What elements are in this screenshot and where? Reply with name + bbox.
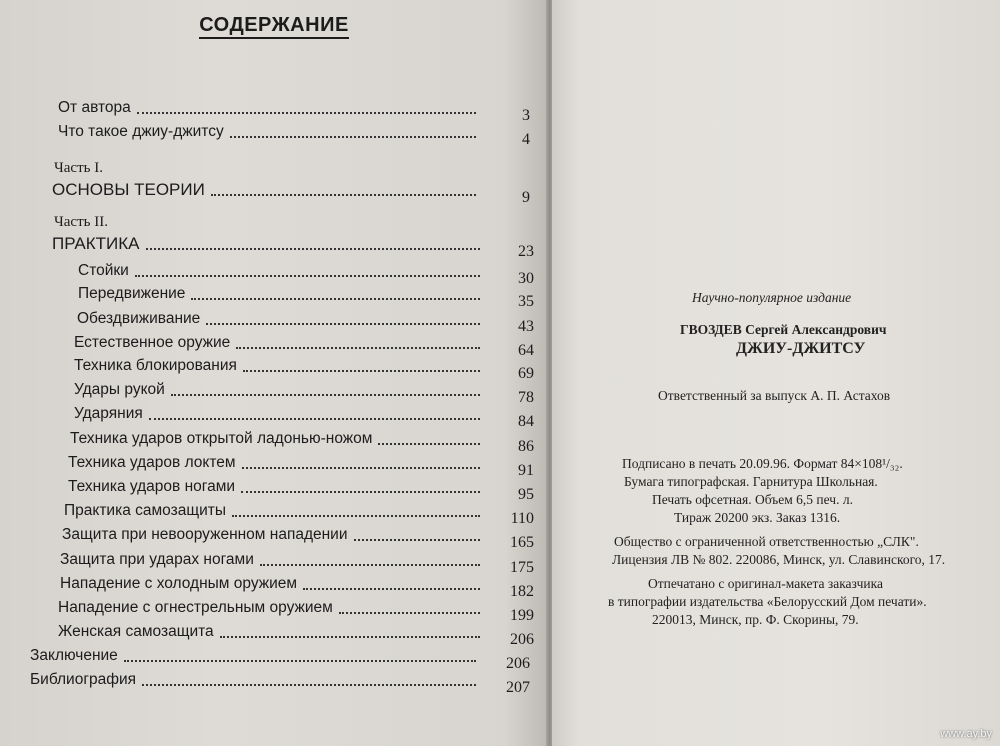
toc-entry-label: Удары рукой (74, 381, 165, 398)
part-label: Часть II. (54, 214, 108, 230)
toc-leader-dots (236, 345, 480, 349)
toc-entry-page: 78 (518, 389, 534, 406)
toc-leader-dots (232, 513, 480, 517)
toc-entry-label: Техника ударов ногами (68, 478, 236, 495)
toc-entry-page: 9 (522, 189, 530, 206)
toc-leader-dots (242, 465, 480, 469)
toc-entry-page: 199 (510, 607, 534, 624)
toc-entry-page: 23 (518, 243, 534, 260)
toc-entry-page: 206 (506, 655, 530, 672)
toc-leader-dots (220, 634, 480, 638)
toc-entry-label: Нападение с холодным оружием (60, 575, 298, 592)
toc-entry (62, 521, 534, 551)
toc-entry-page: 110 (510, 510, 534, 527)
toc-entry-label: Передвижение (78, 285, 186, 302)
toc-entry (74, 400, 534, 430)
toc-entry (58, 594, 534, 624)
toc-leader-dots (149, 416, 480, 420)
toc-leader-dots (339, 610, 480, 614)
toc-entry (74, 329, 534, 359)
toc-entry-label: Техника ударов открытой ладонью-ножом (70, 430, 373, 447)
toc-leader-dots (230, 134, 476, 138)
toc-entry-label: От автора (58, 99, 131, 116)
toc-entry (68, 449, 534, 479)
toc-leader-dots (191, 296, 480, 300)
toc-entry-label: Защита при ударах ногами (60, 551, 254, 568)
part-label: Часть I. (54, 160, 103, 176)
toc-entry-label: Защита при невооруженном нападении (62, 526, 348, 543)
toc-entry-label: Практика самозащиты (64, 502, 226, 519)
toc-leader-dots (137, 110, 476, 114)
toc-leader-dots (303, 586, 480, 590)
toc-leader-dots (171, 392, 480, 396)
printer-line: в типографии издательства «Белорусский Дом печати». (608, 594, 927, 609)
toc-entry-page: 91 (518, 462, 534, 479)
toc-entry (78, 280, 534, 310)
toc-entry-page: 3 (522, 107, 530, 124)
print-line: Подписано в печать 20.09.96. Формат 84×108¹/₃₂. (622, 456, 903, 471)
printer-line: 220013, Минск, пр. Ф. Скорины, 79. (652, 612, 859, 627)
printer-line: Отпечатано с оригинал-макета заказчика (648, 576, 883, 591)
toc-entry-page: 165 (510, 534, 534, 551)
print-line: Печать офсетная. Объем 6,5 печ. л. (652, 492, 853, 507)
toc-leader-dots (243, 368, 480, 372)
imprint-page (552, 0, 1000, 746)
toc-leader-dots (260, 562, 480, 566)
toc-entry (70, 425, 534, 455)
toc-entry (58, 618, 534, 648)
toc-entry-label: ОСНОВЫ ТЕОРИИ (52, 180, 205, 199)
toc-entry (64, 497, 534, 527)
toc-entry (52, 176, 530, 206)
book-title: ДЖИУ-ДЖИТСУ (736, 340, 866, 357)
edition-type: Научно-популярное издание (692, 290, 852, 305)
toc-entry-label: Заключение (30, 647, 118, 664)
toc-entry (68, 473, 534, 503)
toc-leader-dots (211, 192, 476, 196)
toc-entry-label: Женская самозащита (58, 623, 214, 640)
publisher-line: Общество с ограниченной ответственностью „СЛК". (614, 534, 919, 549)
toc-entry (52, 230, 534, 260)
toc-leader-dots (354, 537, 480, 541)
toc-entry (58, 118, 530, 148)
toc-entry-page: 35 (518, 293, 534, 310)
toc-leader-dots (206, 321, 480, 325)
toc-entry (77, 305, 534, 335)
toc-entry-page: 86 (518, 438, 534, 455)
toc-entry-page: 84 (518, 413, 534, 430)
toc-leader-dots (378, 441, 480, 445)
toc-entry-label: Стойки (78, 262, 129, 279)
toc-entry (60, 570, 534, 600)
toc-entry-page: 207 (506, 679, 530, 696)
toc-entry-label: Техника ударов локтем (68, 454, 236, 471)
toc-entry (30, 666, 530, 696)
toc-entry (58, 94, 530, 124)
toc-entry-page: 30 (518, 270, 534, 287)
toc-entry-page: 43 (518, 318, 534, 335)
toc-entry-label: ПРАКТИКА (52, 234, 140, 253)
toc-entry-page: 95 (518, 486, 534, 503)
toc-entry (74, 376, 534, 406)
toc-entry (78, 257, 534, 287)
toc-entry-label: Что такое джиу-джитсу (58, 123, 224, 140)
toc-entry-page: 4 (522, 131, 530, 148)
toc-entry-page: 64 (518, 342, 534, 359)
toc-entry (74, 352, 534, 382)
toc-entry-label: Ударяния (74, 405, 143, 422)
toc-entry-label: Естественное оружие (74, 334, 231, 351)
toc-entry (60, 546, 534, 576)
toc-leader-dots (241, 489, 480, 493)
toc-entry-label: Обездвиживание (77, 310, 201, 327)
toc-title: СОДЕРЖАНИЕ (0, 14, 548, 37)
watermark: www.ay.by (940, 728, 992, 740)
toc-entry-page: 182 (510, 583, 534, 600)
print-line: Бумага типографская. Гарнитура Школьная. (624, 474, 878, 489)
toc-leader-dots (135, 273, 480, 277)
toc-entry (30, 642, 530, 672)
author-name: ГВОЗДЕВ Сергей Александрович (680, 322, 887, 337)
toc-entry-label: Библиография (30, 671, 137, 688)
print-line: Тираж 20200 экз. Заказ 1316. (674, 510, 841, 525)
toc-entry-label: Нападение с огнестрельным оружием (58, 599, 333, 616)
toc-entry-page: 69 (518, 365, 534, 382)
toc-leader-dots (142, 682, 476, 686)
toc-leader-dots (124, 658, 476, 662)
toc-leader-dots (146, 246, 480, 250)
responsible-editor: Ответственный за выпуск А. П. Астахов (658, 388, 891, 403)
toc-entry-page: 175 (510, 559, 534, 576)
toc-entry-label: Техника блокирования (74, 357, 237, 374)
publisher-line: Лицензия ЛВ № 802. 220086, Минск, ул. Славинского, 17. (612, 552, 946, 567)
toc-entry-page: 206 (510, 631, 534, 648)
